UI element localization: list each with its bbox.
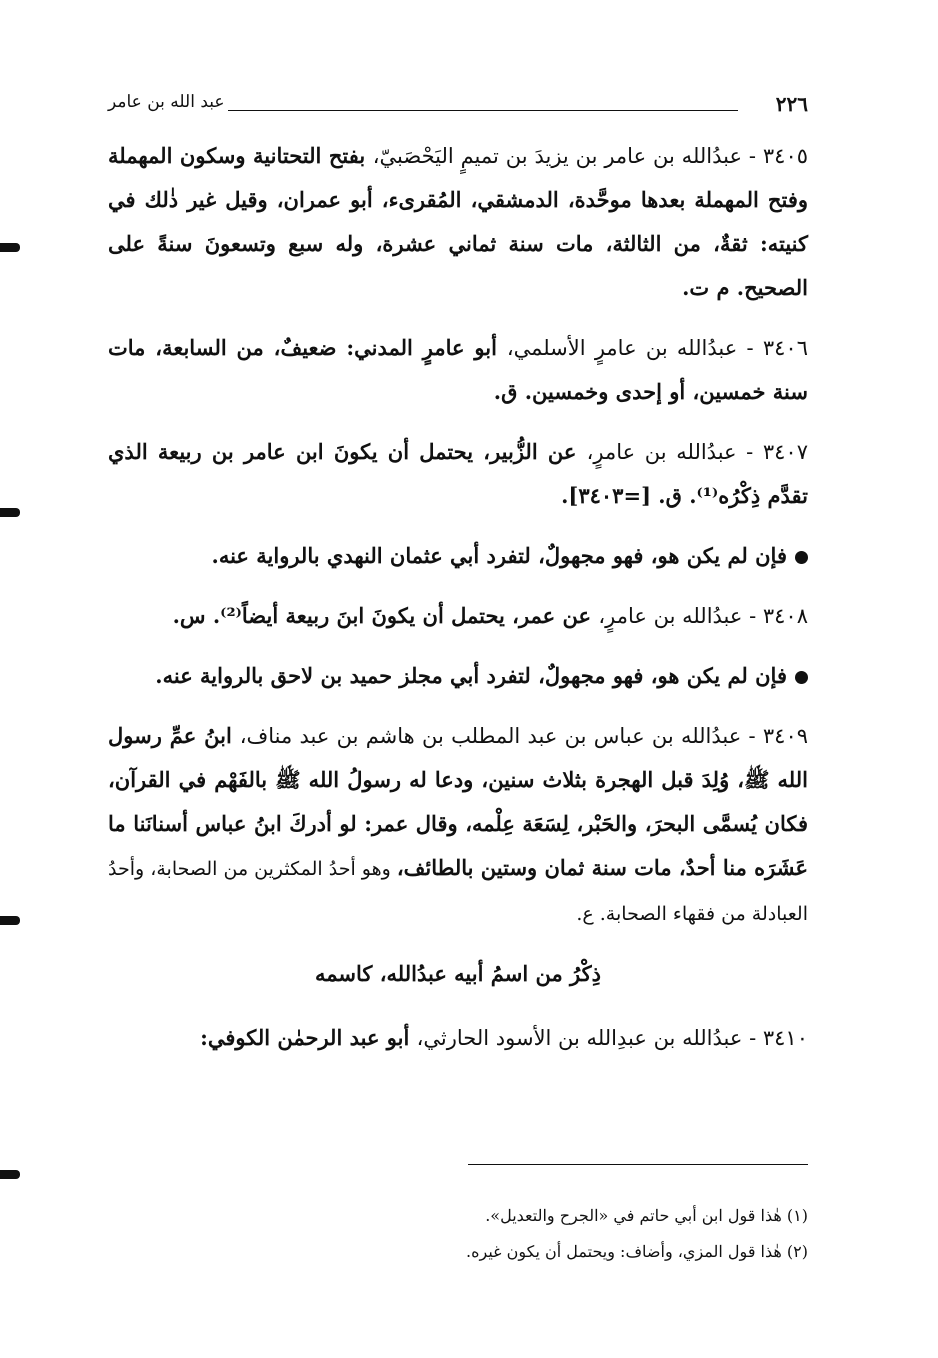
entry-tail: وهو أحدُ المكثرين من الصحابة، وأحدُ العبادلة من فقهاء الصحابة. ع. xyxy=(108,858,808,925)
entry-3407 xyxy=(108,430,808,518)
entry-text: أبو عامرٍ المدني: ضعيفٌ، من السابعة، مات سنة خمسين، أو إحدى وخمسين. ق. xyxy=(108,335,808,404)
note-bullet xyxy=(108,654,808,698)
entry-number: ٣٤٠٦ - xyxy=(737,336,808,360)
entry-text: ابنُ عمِّ رسول الله ﷺ، وُلِدَ قبل الهجرة بثلاث سنين، ودعا له رسولُ الله ﷺ بالفَهْم في القرآن، فكان يُسمَّى البحرَ، والحَبْر، لِسَعَة عِلْمه، وقال عمر: لو أدركَ ابنُ عباس أسنانَنا ما عَشَرَه منا أحدٌ، مات سنة ثمان وستين بالطائف، xyxy=(108,723,808,880)
page-body xyxy=(108,134,808,1076)
entry-3408 xyxy=(108,594,808,638)
footnote-2: (٢) هٰذا قول المزي، وأضاف: ويحتمل أن يكون غيره. xyxy=(466,1242,808,1261)
note-bullet xyxy=(108,534,808,578)
entry-number: ٣٤٠٥ - xyxy=(742,144,809,168)
bullet-icon xyxy=(795,551,808,564)
section-title: ذِكْرُ من اسمُ أبيه عبدُالله، كاسمه xyxy=(315,961,601,986)
entry-3406 xyxy=(108,326,808,414)
entry-name: عبدُالله بن عامرٍ، xyxy=(586,440,737,464)
entry-name: عبدُالله بن عامر بن يزيدَ بن تميمٍ اليَحْصَبيّ، xyxy=(372,144,743,168)
entry-number: ٣٤٠٩ - xyxy=(741,724,809,748)
scan-edge-mark xyxy=(0,1170,20,1179)
entry-name: عبدُالله بن عباس بن عبد المطلب بن هاشم بن عبد مناف، xyxy=(239,724,742,748)
entry-number: ٣٤٠٧ - xyxy=(736,440,808,464)
header-rule xyxy=(228,110,738,111)
entry-text: عن عمر، يحتمل أن يكونَ ابنَ ربيعة أيضاً⁽²⁾. س. xyxy=(172,603,599,628)
entry-name: عبدُالله بن عامرٍ، xyxy=(598,604,743,628)
entry-text: عن الزُّبير، يحتمل أن يكونَ ابن عامر بن ربيعة الذي تقدَّم ذِكْرُه⁽¹⁾. ق. [=٣٤٠٣]. xyxy=(108,439,808,508)
footnote-rule xyxy=(468,1164,808,1165)
entry-text: أبو عبد الرحمٰن الكوفي: xyxy=(200,1025,417,1050)
page-header xyxy=(108,92,808,122)
entry-3410 xyxy=(108,1016,808,1060)
entry-name: عبدُالله بن عامرٍ الأسلمي، xyxy=(506,336,738,360)
entry-text: بفتح التحتانية وسكون المهملة وفتح المهملة بعدها موحَّدة، الدمشقي، المُقرىء، أبو عمران، وقيل غير ذٰلك في كنيته: ثقةٌ، من الثالثة، مات سنة ثماني عشرة، وله سبع وتسعونَ سنةً على الصحيح. م ت. xyxy=(108,143,808,300)
footnote-1: (١) هٰذا قول ابن أبي حاتم في «الجرح والتعديل». xyxy=(485,1206,808,1225)
bullet-icon xyxy=(795,671,808,684)
entry-name: عبدُالله بن عبدِالله بن الأسود الحارثي، xyxy=(416,1026,743,1050)
entry-3405 xyxy=(108,134,808,310)
footnotes xyxy=(108,1198,808,1270)
scan-edge-mark xyxy=(0,916,20,925)
page-number: ٢٢٦ xyxy=(775,92,808,116)
entry-number: ٣٤١٠ - xyxy=(742,1026,808,1050)
running-title: عبد الله بن عامر xyxy=(108,92,225,112)
entry-3409 xyxy=(108,714,808,936)
note-text: فإن لم يكن هو، فهو مجهولٌ، لتفرد أبي مجلز حميد بن لاحق بالرواية عنه. xyxy=(155,663,787,688)
scan-edge-mark xyxy=(0,508,20,517)
scan-edge-mark xyxy=(0,243,20,252)
note-text: فإن لم يكن هو، فهو مجهولٌ، لتفرد أبي عثمان النهدي بالرواية عنه. xyxy=(211,543,787,568)
entry-number: ٣٤٠٨ - xyxy=(742,604,808,628)
